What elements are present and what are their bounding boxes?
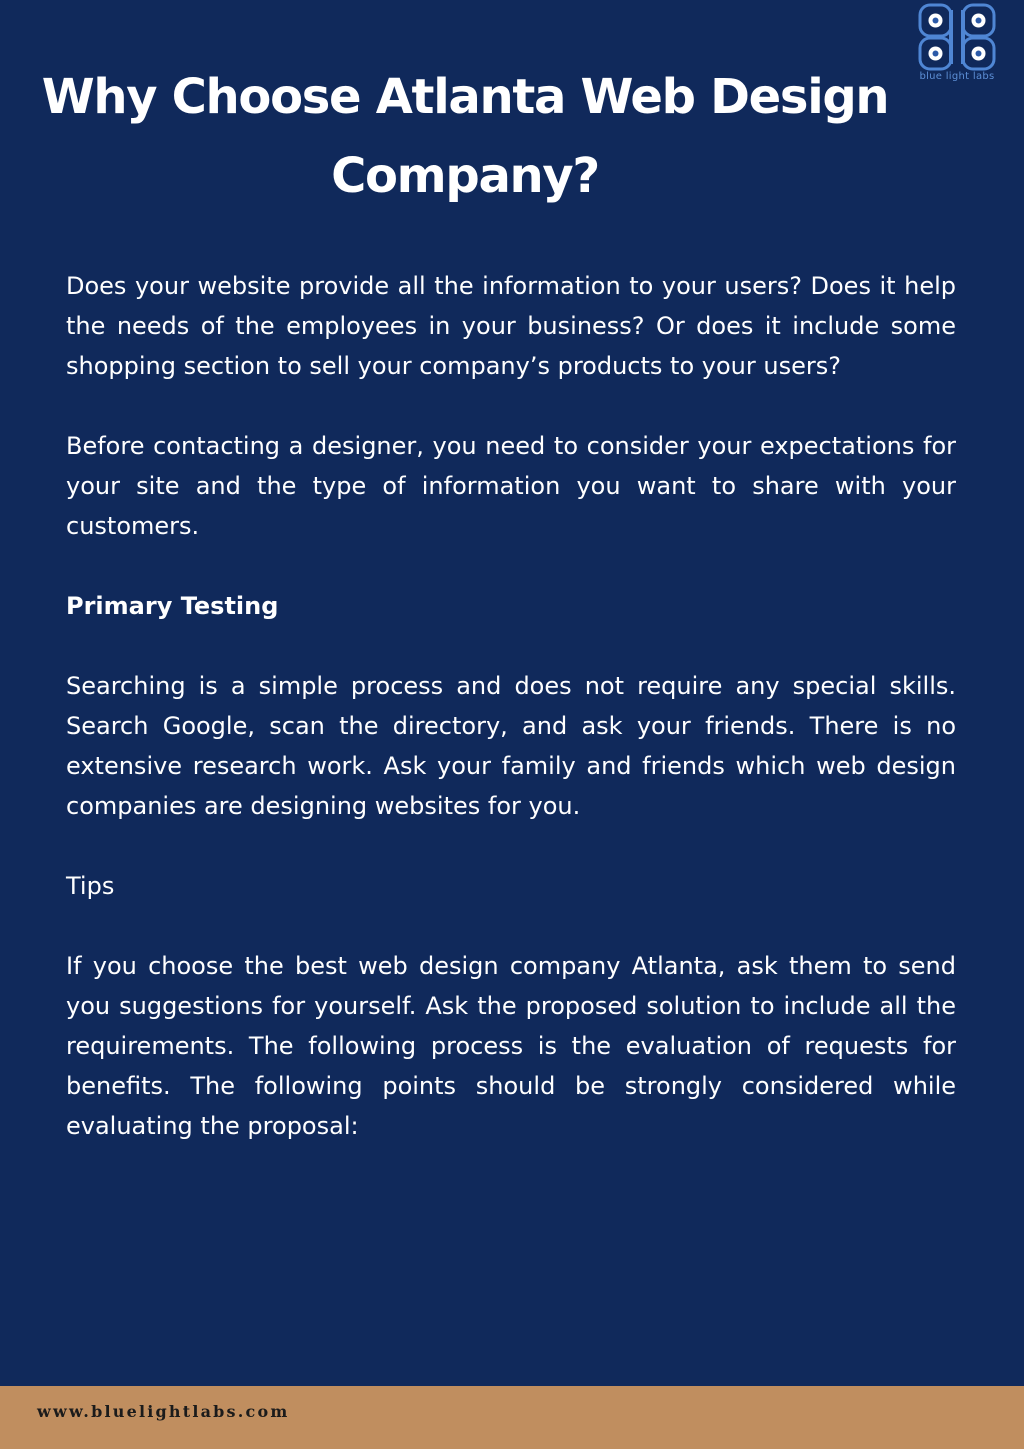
article-body — [66, 266, 956, 1186]
footer-bar — [0, 1386, 1024, 1449]
paragraph-intro: Does your website provide all the information to your users? Does it help the needs of the employees in your business? Or does it include some shopping section to sell your company’s products to your users? — [66, 272, 956, 380]
paragraph-searching: Searching is a simple process and does not require any special skills. Search Google, scan the directory, and ask your friends. There is no extensive research work. Ask your family and friends which web design companies are designing websites for you. — [66, 672, 956, 820]
footer-website-url: www.bluelightlabs.com — [37, 1402, 290, 1421]
paragraph-tips: If you choose the best web design company Atlanta, ask them to send you suggestions for yourself. Ask the proposed solution to include all the requirements. The following process is the evaluation of requests for benefits. The following points should be strongly considered while evaluating the proposal: — [66, 952, 956, 1140]
brand-logo — [906, 2, 1008, 84]
heading-primary-testing: Primary Testing — [66, 592, 279, 620]
page-title: Why Choose Atlanta Web Design Company? — [41, 69, 889, 204]
blue-light-labs-logo-icon — [906, 2, 1008, 72]
logo-wordmark: blue light labs — [919, 71, 995, 82]
paragraph-before-contacting: Before contacting a designer, you need to consider your expectations for your site and the type of information you want to share with your customers. — [66, 432, 956, 540]
heading-tips: Tips — [66, 872, 115, 900]
